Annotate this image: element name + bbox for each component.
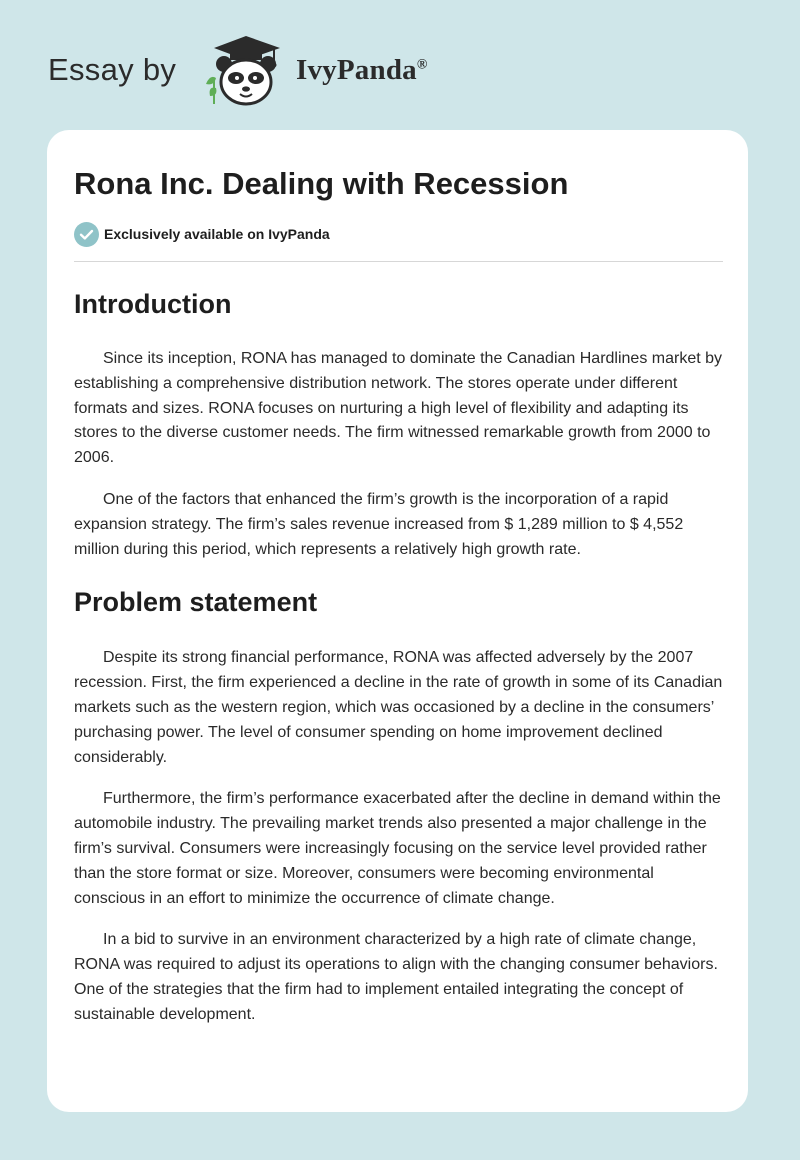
title-divider: [74, 261, 723, 262]
brand-name[interactable]: [296, 54, 428, 87]
section-heading-problem-statement: Problem statement: [74, 587, 318, 618]
article-body: [74, 280, 726, 1028]
registered-mark: ®: [416, 57, 428, 73]
paragraph: Since its inception, RONA has managed to dominate the Canadian Hardlines market by establishing a comprehensive distribution network. The stores operate under different formats and sizes. RONA focuses on nurturing a high level of flexibility and adapting its stores to the diverse customer needs. The firm witnessed remarkable growth from 2000 to 2006.: [74, 350, 723, 467]
article-title: Rona Inc. Dealing with Recession: [74, 166, 569, 201]
essay-by-label: Essay by: [48, 52, 177, 87]
exclusive-badge-text: Exclusively available on IvyPanda: [104, 226, 330, 242]
paragraph: Furthermore, the firm’s performance exacerbated after the decline in demand within the automobile industry. The prevailing market trends also presented a major challenge in the firm’s survival. Consumers were increasingly focusing on the service level provided rather than the store format or size. Moreover, consumers were becoming environmental conscious in an effort to minimize the occurrence of climate change.: [74, 790, 721, 907]
section-heading-introduction: Introduction: [74, 289, 232, 319]
site-header: [0, 0, 800, 130]
article-card: [47, 130, 748, 1112]
brand-name-text: IvyPanda: [296, 54, 417, 86]
paragraph: One of the factors that enhanced the firm’s growth is the incorporation of a rapid expansion strategy. The firm’s sales revenue increased from $ 1,289 million to $ 4,552 million during this period, which represents a relatively high growth rate.: [74, 490, 684, 558]
paragraph: Despite its strong financial performance, RONA was affected adversely by the 2007 recession. First, the firm experienced a decline in the rate of growth in some of its Canadian markets such as the western region, which was occasioned by a decline in the consumers’ purchasing power. The level of consumer spending on home improvement declined considerably.: [74, 649, 723, 766]
exclusive-badge: [74, 221, 330, 247]
panda-logo-icon[interactable]: [200, 34, 292, 108]
check-circle-icon: [74, 222, 99, 247]
paragraph: In a bid to survive in an environment characterized by a high rate of climate change, RONA was required to adjust its operations to align with the changing consumer behaviors. One of the strategies that the firm had to implement entailed integrating the concept of sustainable development.: [74, 931, 718, 1023]
